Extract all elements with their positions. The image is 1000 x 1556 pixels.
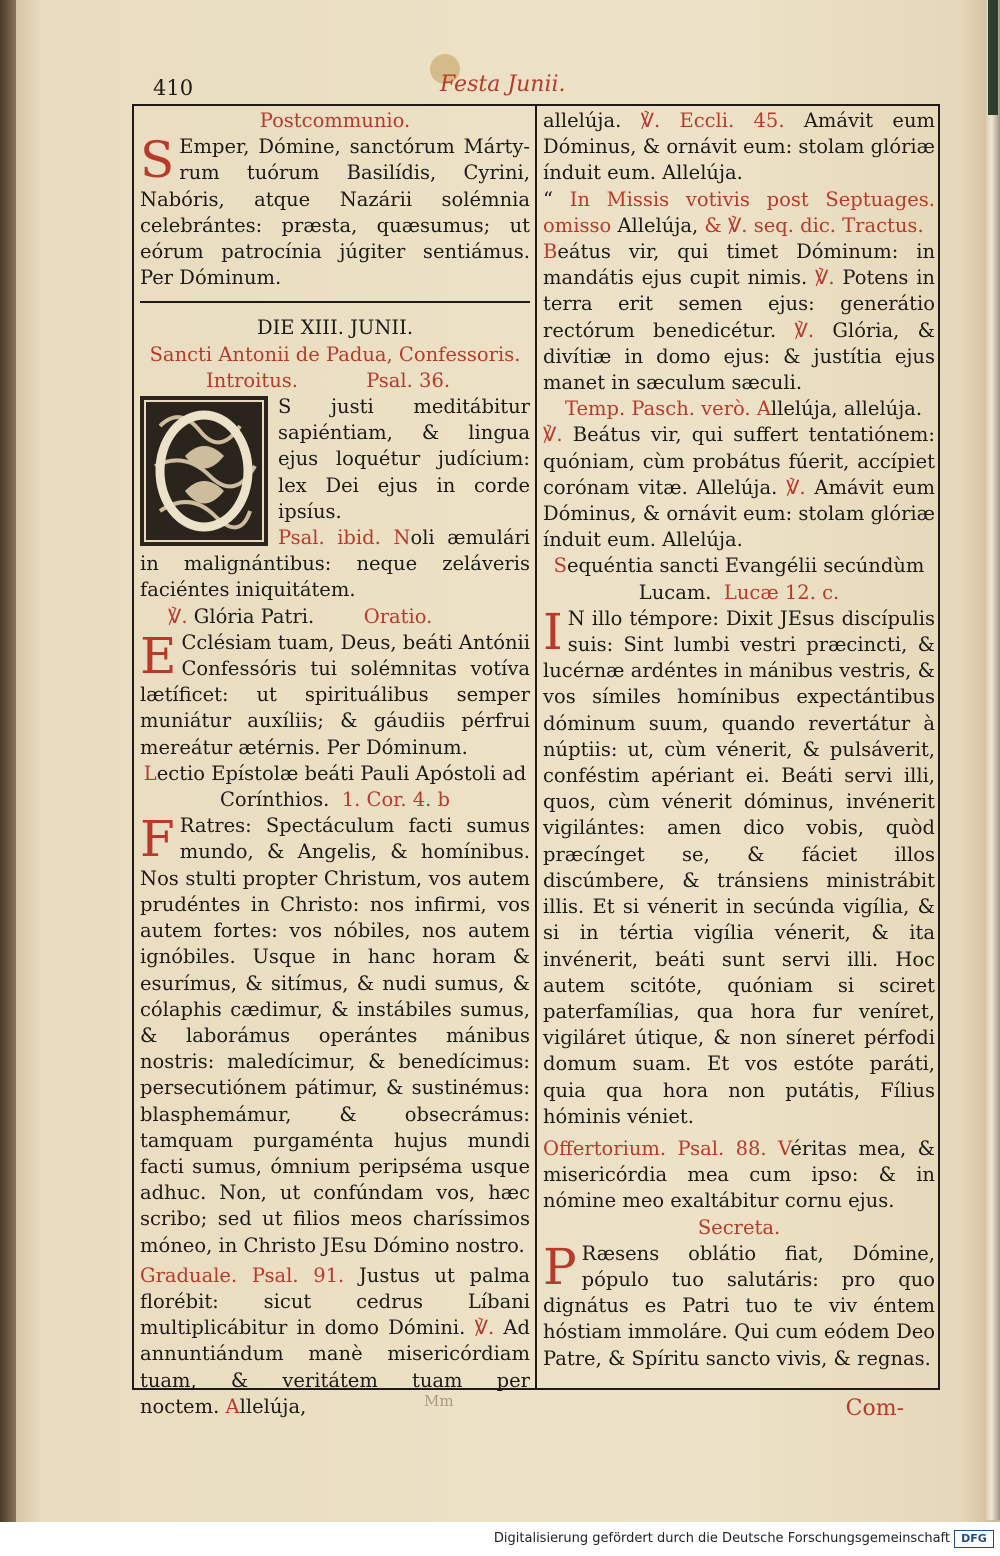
book-binding bbox=[0, 0, 16, 1556]
section-rule bbox=[140, 301, 530, 303]
paschal-text: Temp. Pasch. verò. Allelúja, allelúja. bbox=[565, 397, 923, 421]
signature-mark: Mm bbox=[424, 1392, 454, 1410]
introit-heading: Introitus. Psal. 36. bbox=[206, 368, 451, 392]
oratio-text: E Cclésiam tuam, Deus, beáti Antónii Confessóris tui solémnitas votíva lætíficet: ut spirituálibus semper muniátur auxíliis; & gáudiis pérfrui mereátur ætérnis. Per Dóminum. bbox=[140, 626, 530, 759]
catchword: Com- bbox=[845, 1396, 904, 1421]
graduale-text: Graduale. Psal. 91. Justus ut palma florébit: sicut cedrus Líbani multiplicábitur in domo Dómini. ℣. Ad annuntiándum manè misericórdiam tuam, & veritátem tuam per noctem. Allelúja, bbox=[140, 1263, 530, 1418]
bookmark-strip bbox=[988, 0, 998, 115]
ornamental-initial-o bbox=[140, 396, 268, 546]
drop-initial: S bbox=[140, 131, 175, 190]
paschal-verse: ℣. Beátus vir, qui suffert tentatiónem: quóniam, cùm probátus fúerit, accípiet corónam vitæ. Allelúja. ℣. Amávit eum Dóminus, & ornávit eum: stolam glóriæ índuit eum. Allelúja. bbox=[543, 423, 936, 552]
saint-heading: Sancti Antonii de Padua, Confessoris. bbox=[149, 342, 521, 366]
lectio-heading: Lectio Epístolæ beáti Pauli Apóstoli ad Corínthios. 1. Cor. 4. b bbox=[143, 761, 527, 812]
footer-credit: Digitalisierung gefördert durch die Deutsche Forschungsgemeinschaft bbox=[493, 1531, 950, 1546]
postcommunio-text: S Emper, Dómine, sanctórum Márty- rum tuórum Basilídis, Cyrini, Nabóris, atque Nazárii solémnia celebrántes: præsta, quæsumus; ut eórum patrocínia júgiter sentiámus. Per Dóminum. bbox=[140, 131, 530, 290]
dfg-logo: DFG bbox=[954, 1530, 994, 1548]
offertorium-text: Offertorium. Psal. 88. Véritas mea, & misericórdia mea cum ipso: & in nómine meo exaltábitur cornu ejus. bbox=[543, 1136, 935, 1213]
votive-rubric: “ In Missis votivis post Septuages. omisso Allelúja, & ℣. seq. dic. Tractus. bbox=[543, 187, 935, 237]
tractus-text: Beátus vir, qui timet Dóminum: in mandátis ejus cupit nimis. ℣. Potens in terra erit semen ejus: generátio rectórum benedicétur. ℣. Glória, & divítiæ in domo ejus: & justítia ejus manet in sæculum sæculi. bbox=[543, 240, 935, 395]
running-title: Festa Junii. bbox=[440, 72, 566, 97]
page-edge bbox=[986, 0, 1000, 1520]
epistle-text: F Ratres: Spectáculum facti sumus mundo, & Angelis, & homínibus. Nos stulti propter Christum, vos autem prudéntes in Christo: nos infirmi, vos autem fortes: vos nóbiles, nos autem ignóbiles. Usque in hanc horam & esurímus, & sitímus, & nudi sumus, & cólaphis cædimur, & instábiles sumus, & laborámus operántes mánibus nostris: maledícimur, & benedícimus: persecutiónem pátimur, & sustinémus: blasphemámur, & obsecrámus: tamquam purgaménta hujus mundi facti sumus, ómnium peripséma usque adhuc. Non, ut confúndam vos, hæc scribo; sed ut filios meos charíssimos móneo, in Christo JEsu Dómino nostro. bbox=[140, 810, 530, 1257]
column-divider bbox=[535, 104, 537, 1390]
gospel-text: I N illo témpore: Dixit JEsus discípulis suis: Sint lumbi vestri præcincti, & lucérnæ ardéntes in mánibus vestris, & vos símiles homínibus expectántibus dóminum suum, quando revertátur à núptiis: ut, cùm vénerit, & pulsáverit, conféstim apériant ei. Beáti servi illi, quos, cùm vénerit dóminus, invénerit vigilántes: amen dico vobis, quòd præcínget se, & fáciet illos discúmbere, & tránsiens ministrábit illis. Et si vénerit in secúnda vigília, & si in tértia vigília vénerit, & ita invénerit, beáti sunt servi illi. Hoc autem scitóte, quóniam si sciret paterfamílias, qua hora fur veníret, vigiláret útique, & non síneret pérfodi domum suam. Et vos estóte paráti, quia qua hora non putátis, Fílius hóminis véniet. bbox=[543, 602, 935, 1128]
left-column bbox=[140, 108, 530, 1420]
secreta-heading: Secreta. bbox=[697, 1215, 781, 1239]
sequentia-heading: Sequéntia sancti Evangélii secúndùm Lucam. Lucæ 12. c. bbox=[553, 554, 925, 604]
postcommunio-heading: Postcommunio. bbox=[259, 109, 411, 132]
page-number: 410 bbox=[153, 76, 194, 100]
right-column bbox=[543, 108, 935, 1372]
digitization-footer bbox=[0, 1522, 1000, 1556]
secreta-text: P Ræsens oblátio fiat, Dómine, pópulo tuo salutáris: pro quo dignátus es Patri tuo te viv éntem hóstiam immoláre. Qui cum eódem Deo Patre, & Spíritu sancto vivis, & regnas. bbox=[543, 1237, 935, 1370]
introit-text: S justi meditábitur sapiéntiam, & lingua ejus loquétur judícium: lex Dei ejus in corde ipsíus. Psal. ibid. Noli æmulári in malignántibus: neque zeláveris faciéntes iniquitátem. bbox=[140, 395, 530, 602]
alleluia-verse: allelúja. ℣. Eccli. 45. Amávit eum Dóminus, & ornávit eum: stolam glóriæ índuit eum. Allelúja. bbox=[543, 109, 936, 185]
day-heading: DIE XIII. JUNII. bbox=[256, 316, 414, 340]
gloria-line: ℣. Glória Patri. Oratio. bbox=[168, 604, 433, 628]
